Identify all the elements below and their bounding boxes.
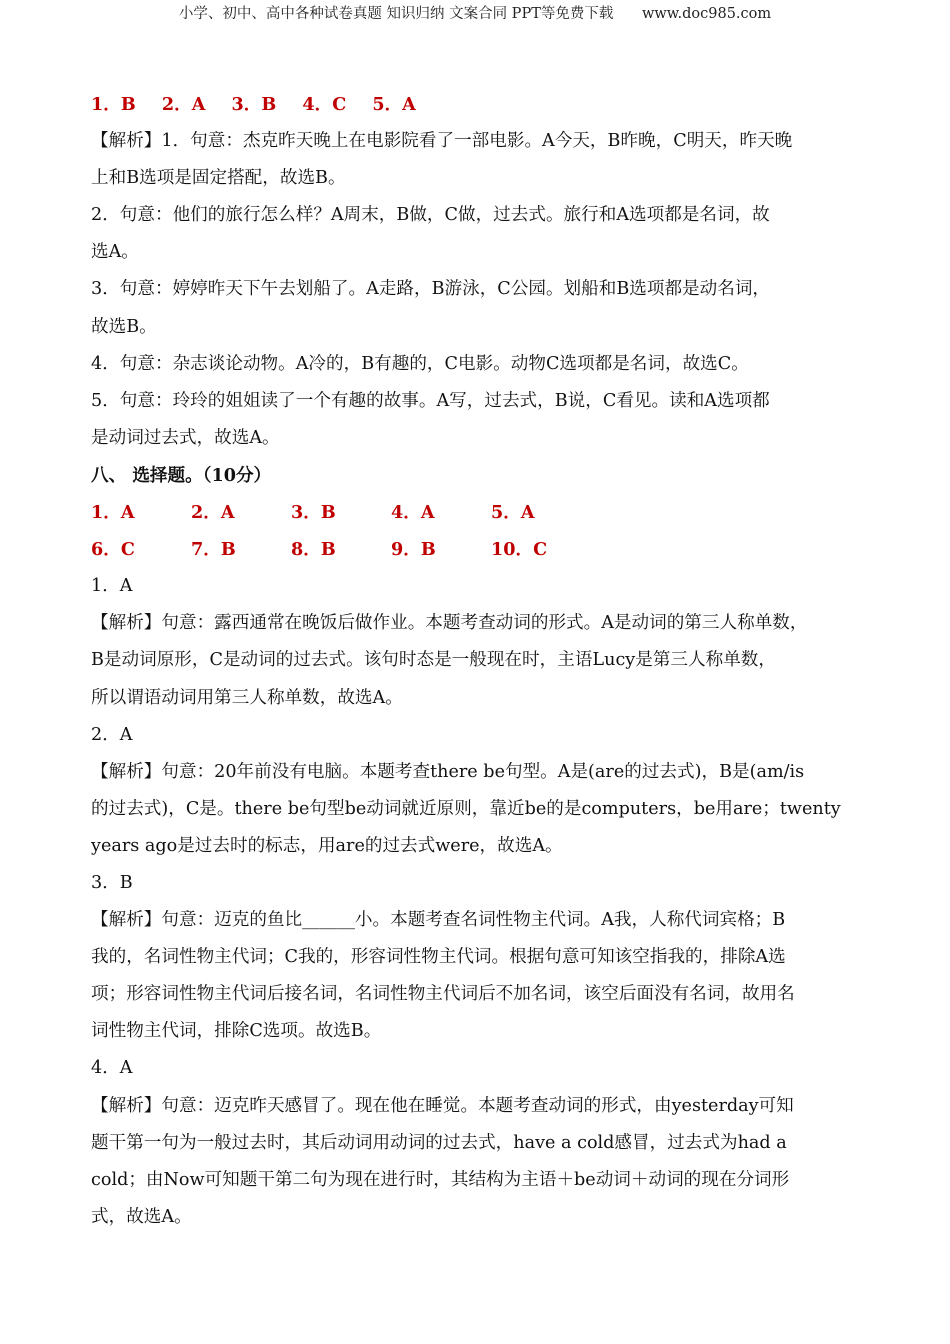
explanation-line: 项；形容词性物主代词后接名词，名词性物主代词后不加名词，该空后面没有名词，故用名: [91, 984, 795, 1005]
section8-title: 八、 选择题。（10分）: [91, 464, 272, 486]
explanation-line: 上和B选项是固定搭配，故选B。: [91, 168, 346, 189]
answer-key: 7．B: [191, 539, 236, 561]
explanation-line: 3．句意：婷婷昨天下午去划船了。A走路，B游泳，C公园。划船和B选项都是动名词，: [91, 279, 771, 300]
header-site-link[interactable]: www.doc985.com: [641, 6, 772, 22]
explanation-line: 我的，名词性物主代词；C我的，形容词性物主代词。根据句意可知该空指我的，排除A选: [91, 947, 786, 968]
explanation-line: 选A。: [91, 242, 139, 263]
explanation-line: 【解析】1．句意：杰克昨天晚上在电影院看了一部电影。A今天，B昨晚，C明天，昨天晚: [91, 131, 793, 152]
question-answer: 4．A: [91, 1058, 133, 1079]
explanation-line: 5．句意：玲玲的姐姐读了一个有趣的故事。A写，过去式，B说，C看见。读和A选项都: [91, 390, 770, 411]
answer-key: 2．A: [191, 502, 235, 524]
page-header: [0, 2, 950, 23]
explanation-line: 2．句意：他们的旅行怎么样？A周末，B做，C做，过去式。旅行和A选项都是名词，故: [91, 205, 770, 226]
explanation-line: 是动词过去式，故选A。: [91, 427, 280, 448]
explanation-line: 题干第一句为一般过去时，其后动词用动词的过去式，have a cold感冒，过去式为had a: [91, 1132, 787, 1153]
explanation-line: 【解析】句意：迈克的鱼比______小。本题考查名词性物主代词。A我，人称代词宾格；B: [91, 910, 786, 931]
answer-key: 4．C: [302, 94, 347, 115]
answer-key: 9．B: [391, 539, 436, 561]
section8-answer-row: [91, 494, 871, 531]
question-answer: 2．A: [91, 724, 133, 745]
answer-key: 3．B: [231, 94, 277, 115]
answer-key: 2．A: [161, 94, 206, 115]
answer-key: 5．A: [491, 502, 535, 524]
explanation-line: 所以谓语动词用第三人称单数，故选A。: [91, 687, 403, 708]
explanation-line: 式，故选A。: [91, 1206, 192, 1227]
explanation-line: 的过去式)，C是。there be句型be动词就近原则，靠近be的是computers，be用are；twenty: [91, 798, 841, 819]
explanation-line: 【解析】句意：迈克昨天感冒了。现在他在睡觉。本题考查动词的形式，由yesterday可知: [91, 1095, 794, 1116]
answer-key: 4．A: [391, 502, 435, 524]
explanation-line: cold；由Now可知题干第二句为现在进行时，其结构为主语＋be动词＋动词的现在分词形: [91, 1169, 790, 1190]
answer-key: 1．A: [91, 502, 135, 524]
section8-answer-row: [91, 531, 871, 568]
question-answer: 1．A: [91, 576, 133, 597]
answer-key: 3．B: [291, 502, 336, 524]
explanation-line: 词性物主代词，排除C选项。故选B。: [91, 1021, 382, 1042]
header-text: 小学、初中、高中各种试卷真题 知识归纳 文案合同 PPT等免费下载: [178, 6, 614, 22]
explanation-line: 【解析】句意：露西通常在晚饭后做作业。本题考查动词的形式。A是动词的第三人称单数，: [91, 613, 808, 634]
answer-key: 1．B: [91, 94, 136, 115]
section7-answer-row: [91, 86, 871, 123]
explanation-line: years ago是过去时的标志，用are的过去式were，故选A。: [91, 835, 563, 856]
answer-key: 10．C: [491, 539, 548, 561]
answer-key: 5．A: [372, 94, 416, 115]
question-answer: 3．B: [91, 872, 133, 893]
answer-key: 6．C: [91, 539, 135, 561]
explanation-line: 4．句意：杂志谈论动物。A冷的，B有趣的，C电影。动物C选项都是名词，故选C。: [91, 353, 749, 374]
explanation-line: 【解析】句意：20年前没有电脑。本题考查there be句型。A是(are的过去式)，B是(am/is: [91, 761, 805, 782]
answer-key: 8．B: [291, 539, 336, 561]
document-body: [91, 86, 871, 1236]
explanation-line: 故选B。: [91, 316, 157, 337]
explanation-line: B是动词原形，C是动词的过去式。该句时态是一般现在时，主语Lucy是第三人称单数，: [91, 650, 776, 671]
